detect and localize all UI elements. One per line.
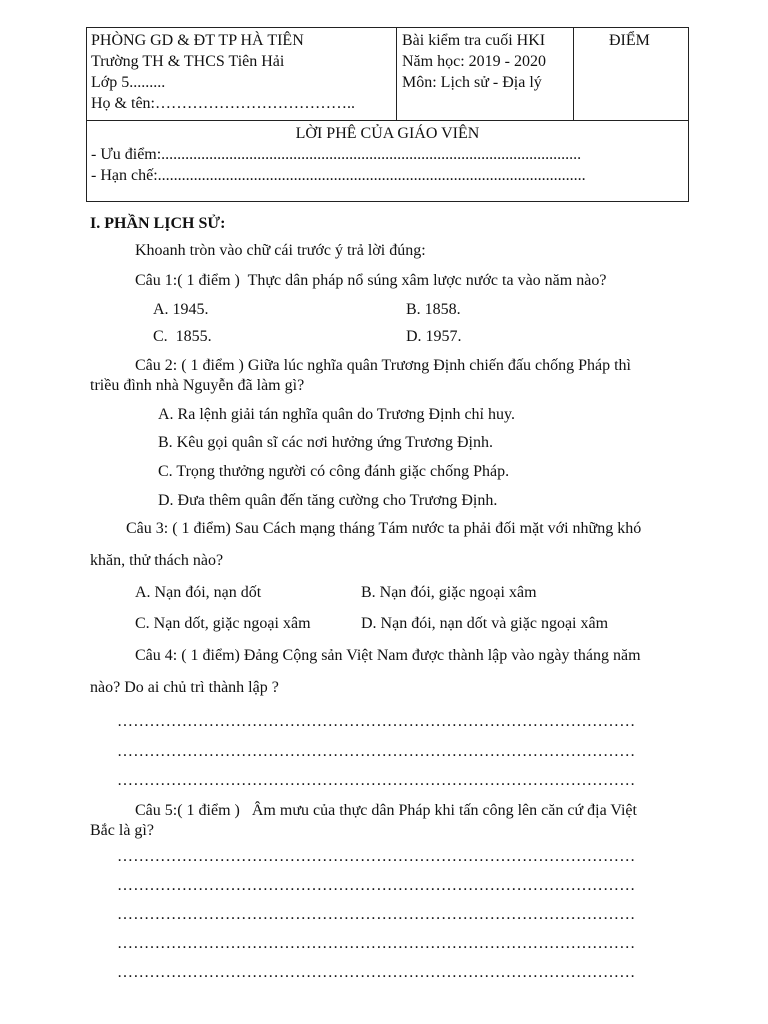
question-3-line-1: Câu 3: ( 1 điểm) Sau Cách mạng tháng Tám nước ta phải đối mặt với những khó — [126, 520, 642, 537]
q4-answer-line-1[interactable]: …………………………………………………………………………………… — [117, 713, 636, 730]
q4-answer-line-2[interactable]: …………………………………………………………………………………… — [117, 743, 636, 760]
teacher-comment-title: LỜI PHÊ CỦA GIÁO VIÊN — [295, 125, 480, 142]
q5-answer-line-3[interactable]: …………………………………………………………………………………… — [117, 906, 636, 923]
q1-option-a[interactable]: A. 1945. — [153, 301, 209, 318]
header-table — [86, 27, 689, 202]
section-title: I. PHẦN LỊCH SỬ: — [90, 215, 226, 232]
header-divider-1 — [396, 28, 397, 120]
q3-option-c[interactable]: C. Nạn dốt, giặc ngoại xâm — [135, 615, 311, 632]
class-field[interactable]: Lớp 5......... — [91, 74, 166, 91]
question-4-line-2: nào? Do ai chủ trì thành lập ? — [90, 679, 279, 696]
q2-option-d[interactable]: D. Đưa thêm quân đến tăng cường cho Trương Định. — [158, 492, 498, 509]
q5-answer-line-5[interactable]: …………………………………………………………………………………… — [117, 964, 636, 981]
q2-option-b[interactable]: B. Kêu gọi quân sĩ các nơi hưởng ứng Trương Định. — [158, 434, 493, 451]
q3-option-a[interactable]: A. Nạn đói, nạn dốt — [135, 584, 262, 601]
q3-option-d[interactable]: D. Nạn đói, nạn dốt và giặc ngoại xâm — [361, 615, 609, 632]
question-2-line-2: triều đình nhà Nguyễn đã làm gì? — [90, 377, 305, 394]
question-1: Câu 1:( 1 điểm ) Thực dân pháp nổ súng xâm lược nước ta vào năm nào? — [135, 272, 607, 289]
question-3-line-2: khăn, thử thách nào? — [90, 552, 224, 569]
weaknesses-field[interactable]: - Hạn chế:........................................................................................................... — [91, 167, 586, 184]
q2-option-c[interactable]: C. Trọng thưởng người có công đánh giặc chống Pháp. — [158, 463, 510, 480]
q5-answer-line-2[interactable]: …………………………………………………………………………………… — [117, 877, 636, 894]
question-4-line-1: Câu 4: ( 1 điểm) Đảng Cộng sản Việt Nam được thành lập vào ngày tháng năm — [135, 647, 641, 664]
school-year: Năm học: 2019 - 2020 — [402, 53, 546, 70]
q5-answer-line-1[interactable]: …………………………………………………………………………………… — [117, 848, 636, 865]
question-5-line-1: Câu 5:( 1 điểm ) Âm mưu của thực dân Pháp khi tấn công lên căn cứ địa Việt — [135, 802, 637, 819]
q1-option-c[interactable]: C. 1855. — [153, 328, 212, 345]
header-divider-row — [87, 120, 688, 121]
q2-option-a[interactable]: A. Ra lệnh giải tán nghĩa quân do Trương Định chỉ huy. — [158, 406, 515, 423]
strengths-field[interactable]: - Ưu điểm:......................................................................................................... — [91, 146, 582, 163]
question-5-line-2: Bắc là gì? — [90, 822, 154, 839]
subject: Môn: Lịch sử - Địa lý — [402, 74, 542, 91]
instruction: Khoanh tròn vào chữ cái trước ý trả lời đúng: — [135, 242, 426, 259]
score-label: ĐIỂM — [609, 32, 650, 49]
q1-option-d[interactable]: D. 1957. — [406, 328, 462, 345]
exam-title: Bài kiểm tra cuối HKI — [402, 32, 546, 49]
school-name: Trường TH & THCS Tiên Hải — [91, 53, 285, 70]
header-divider-2 — [573, 28, 574, 120]
department-name: PHÒNG GD & ĐT TP HÀ TIÊN — [91, 32, 304, 49]
q3-option-b[interactable]: B. Nạn đói, giặc ngoại xâm — [361, 584, 537, 601]
q4-answer-line-3[interactable]: …………………………………………………………………………………… — [117, 772, 636, 789]
question-2-line-1: Câu 2: ( 1 điểm ) Giữa lúc nghĩa quân Trương Định chiến đấu chống Pháp thì — [135, 357, 631, 374]
q5-answer-line-4[interactable]: …………………………………………………………………………………… — [117, 935, 636, 952]
q1-option-b[interactable]: B. 1858. — [406, 301, 461, 318]
student-name-field[interactable]: Họ & tên:……………………………….. — [91, 95, 355, 112]
